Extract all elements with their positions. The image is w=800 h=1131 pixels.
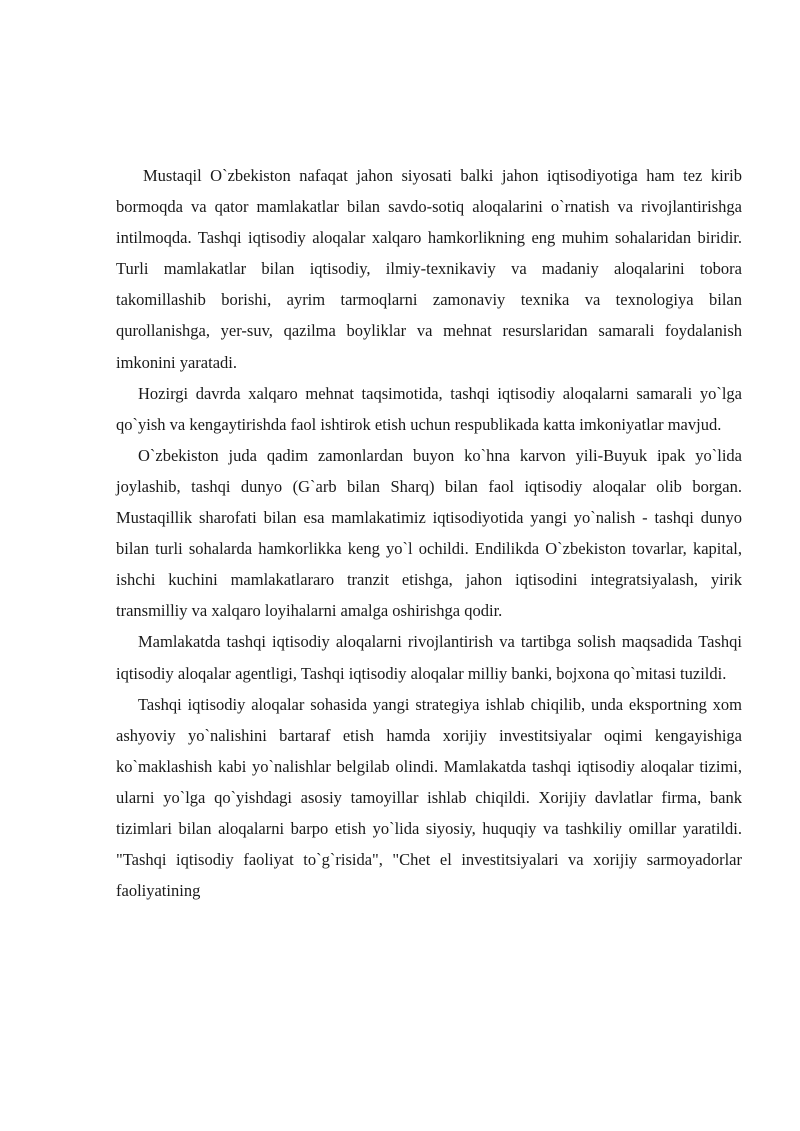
paragraph: Hozirgi davrda xalqaro mehnat taqsimotida, tashqi iqtisodiy aloqalarni samarali yo`lga qo`yish va kengaytirishda faol ishtirok etish uchun respublikada katta imkoniyatlar mavjud. bbox=[116, 383, 742, 434]
document-body bbox=[116, 160, 742, 906]
paragraph: O`zbekiston juda qadim zamonlardan buyon ko`hna karvon yili-Buyuk ipak yo`lida joylashib, tashqi dunyo (G`arb bilan Sharq) bilan faol iqtisodiy aloqalar olib borgan. Mustaqillik sharofati bilan esa mamlakatimiz iqtisodiyotida yangi yo`nalish - tashqi dunyo bilan turli sohalarda hamkorlikka keng yo`l ochildi. Endilikda O`zbekiston tovarlar, kapital, ishchi kuchini mamlakatlararo tranzit etishga, jahon iqtisodini integratsiyalash, yirik transmilliy va xalqaro loyihalarni amalga oshirishga qodir. bbox=[116, 445, 742, 621]
paragraph: Tashqi iqtisodiy aloqalar sohasida yangi strategiya ishlab chiqilib, unda eksportning xom ashyoviy yo`nalishini bartaraf etish hamda xorijiy investitsiyalar oqimi kengayishiga ko`maklashish kabi yo`nalishlar belgilab olindi. Mamlakatda tashqi iqtisodiy aloqalar tizimi, ularni yo`lga qo`yishdagi asosiy tamoyillar ishlab chiqildi. Xorijiy davlatlar firma, bank tizimlari bilan aloqalarni barpo etish yo`lida siyosiy, huquqiy va tashkiliy omillar yaratildi. "Tashqi iqtisodiy faoliyat to`g`risida", "Chet el investitsiyalari va xorijiy sarmoyadorlar faoliyatining bbox=[116, 694, 742, 901]
paragraph: Mustaqil O`zbekiston nafaqat jahon siyosati balki jahon iqtisodiyotiga ham tez kirib bormoqda va qator mamlakatlar bilan savdo-sotiq aloqalarini o`rnatish va rivojlantirishga intilmoqda. Tashqi iqtisodiy aloqalar xalqaro hamkorlikning eng muhim sohalaridan biridir. Turli mamlakatlar bilan iqtisodiy, ilmiy-texnikaviy va madaniy aloqalarini tobora takomillashib borishi, ayrim tarmoqlarni zamonaviy texnika va texnologiya bilan qurollanishga, yer-suv, qazilma boyliklar va mehnat resurslaridan samarali foydalanish imkonini yaratadi. bbox=[116, 166, 742, 372]
paragraph: Mamlakatda tashqi iqtisodiy aloqalarni rivojlantirish va tartibga solish maqsadida Tashqi iqtisodiy aloqalar agentligi, Tashqi iqtisodiy aloqalar milliy banki, bojxona qo`mitasi tuzildi. bbox=[116, 632, 742, 683]
